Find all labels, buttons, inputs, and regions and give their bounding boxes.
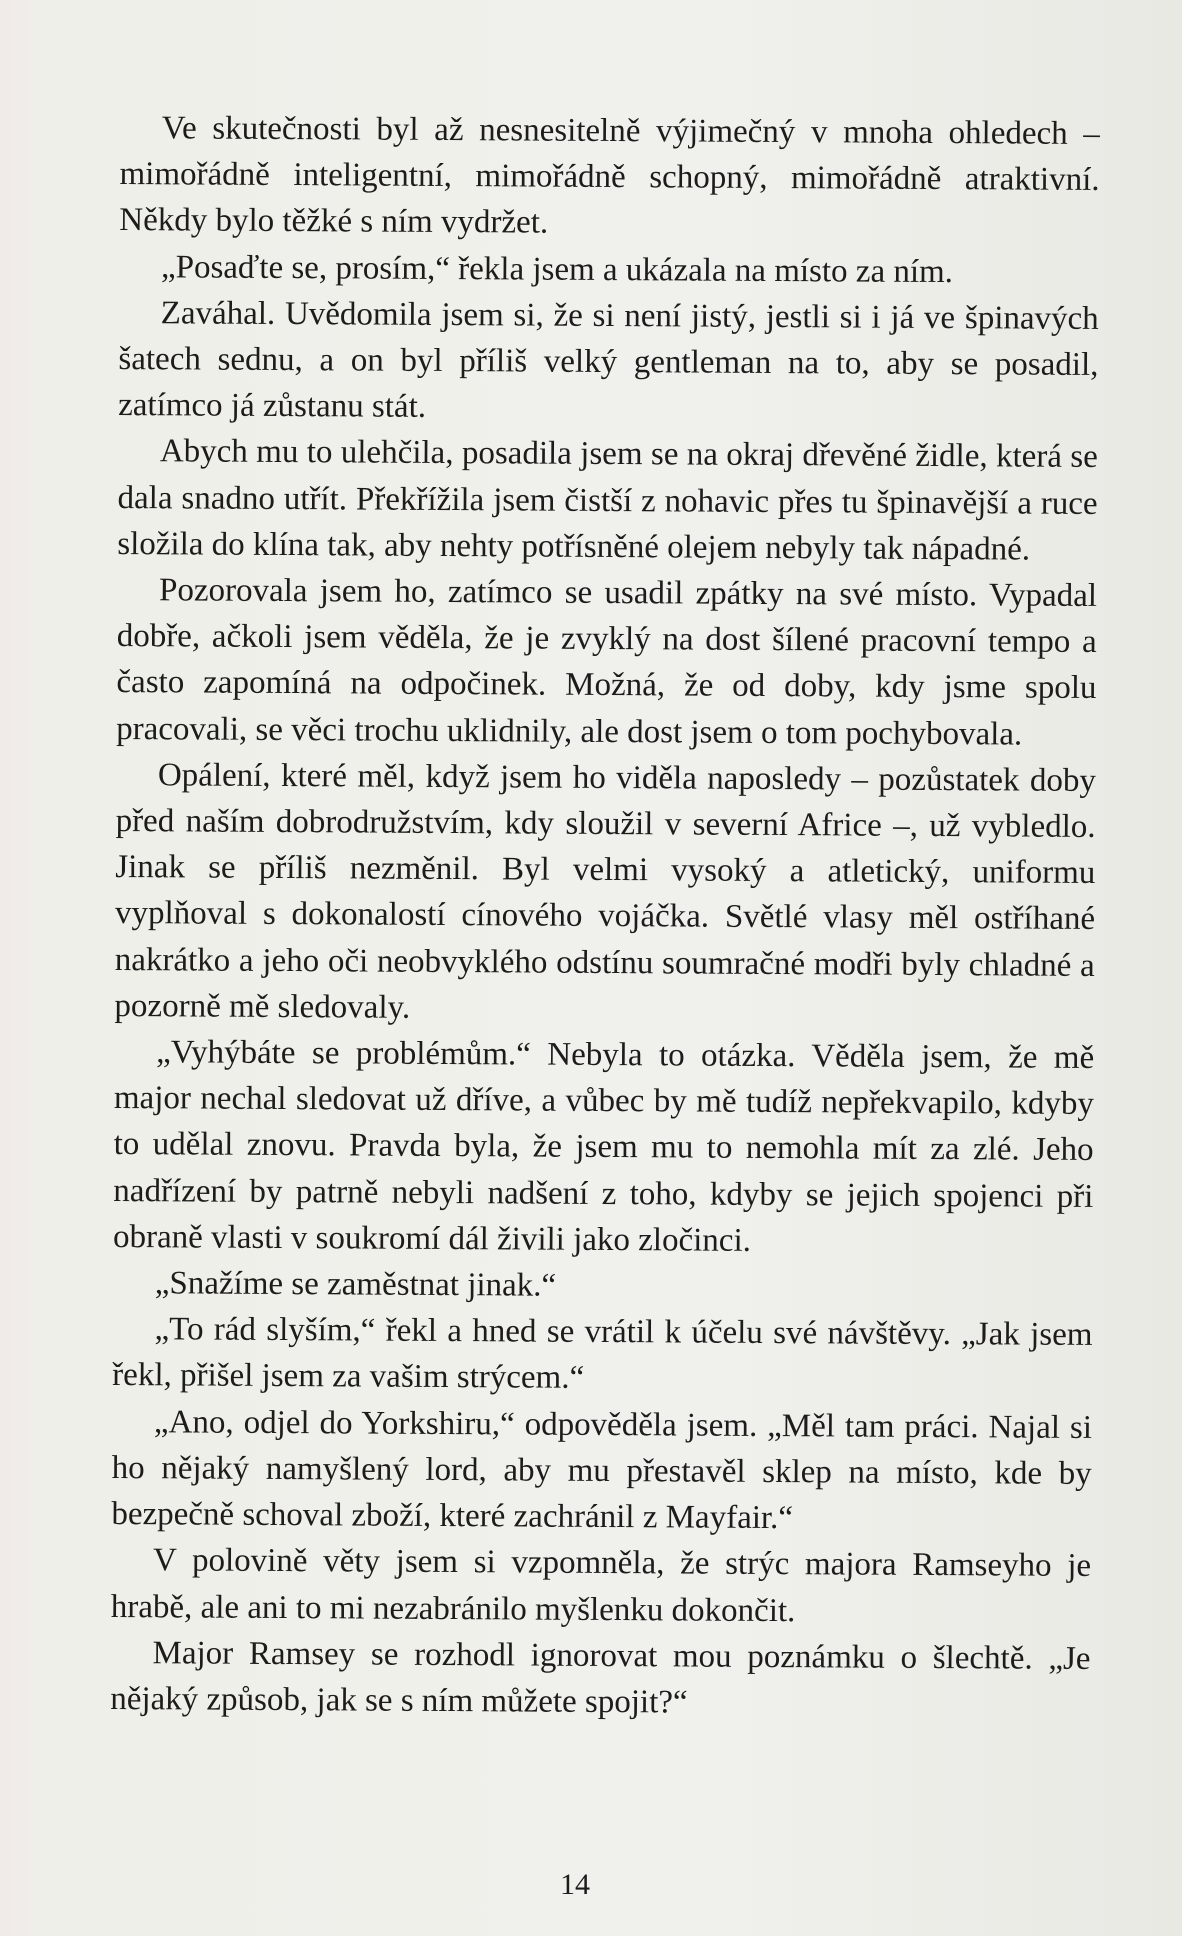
paragraph: Major Ramsey se rozhodl ignorovat mou poznámku o šlechtě. „Je nějaký způsob, jak se s ním můžete spojit?“ [110,1634,1091,1721]
paragraph: „Vyhýbáte se problémům.“ Nebyla to otázka. Věděla jsem, že mě major nechal sledovat už dříve, a vůbec by mě tudíž nepřekvapilo, kdyby to udělal znovu. Pravda byla, že jsem mu to nemohla mít za zlé. Jeho nadřízení by patrně nebyli nadšení z toho, kdyby se jejich spojenci při obraně vlasti v soukromí dál živili jako zločinci. [112,1034,1095,1259]
paragraph: V polovině věty jsem si vzpomněla, že strýc majora Ramseyho je hrabě, ale ani to mi nezabránilo myšlenku dokončit. [110,1542,1092,1629]
paragraph: „Posaďte se, prosím,“ řekla jsem a ukázala na místo za ním. [160,248,954,290]
paragraph: Ve skutečnosti byl až nesnesitelně výjimečný v mnoha ohledech – mimořádně inteligentní, mimořádně schopný, mimořádně atraktivní. Někdy bylo těžké s ním vydržet. [119,110,1100,242]
paragraph: Zaváhal. Uvědomila jsem si, že si není jistý, jestli si i já ve špinavých šatech sednu, a on byl příliš velký gentleman na to, aby se posadil, zatímco já zůstanu stát. [118,295,1099,426]
page-number: 14 [560,1868,590,1901]
paragraph: „Snažíme se zaměstnat jinak.“ [154,1265,557,1304]
paragraph: Opálení, které měl, když jsem ho viděla naposledy – pozůstatek doby před naším dobrodružstvím, kdy sloužil v severní Africe –, už vybledlo. Jinak se příliš nezměnil. Byl velmi vysoký a atletický, uniformu vyplňoval s dokonalostí cínového vojáčka. Světlé vlasy měl ostříhané nakrátko a jeho oči neobvyklého odstínu soumračné modři byly chladné a pozorně mě sledovaly. [114,757,1096,1026]
paragraph: Pozorovala jsem ho, zatímco se usadil zpátky na své místo. Vypadal dobře, ačkoli jsem věděla, že je zvyklý na dost šílené pracovní tempo a často zapomíná na odpočinek. Možná, že od doby, kdy jsme spolu pracovali, se věci trochu uklidnily, ale dost jsem o tom pochybovala. [116,572,1098,753]
paragraph: „To rád slyším,“ řekl a hned se vrátil k účelu své návštěvy. „Jak jsem řekl, přišel jsem za vašim strýcem.“ [112,1311,1093,1397]
paragraph: Abych mu to ulehčila, posadila jsem se na okraj dřevěné židle, která se dala snadno utřít. Překřížila jsem čistší z nohavic přes tu špinavější a ruce složila do klína tak, aby nehty potřísněné olejem nebyly tak nápadné. [117,433,1098,568]
paragraph: „Ano, odjel do Yorkshiru,“ odpověděla jsem. „Měl tam práci. Najal si ho nějaký namyšlený lord, aby mu přestavěl sklep na místo, kde by bezpečně schoval zboží, které zachránil z Mayfair.“ [111,1403,1093,1537]
body-text [110,105,1100,1728]
